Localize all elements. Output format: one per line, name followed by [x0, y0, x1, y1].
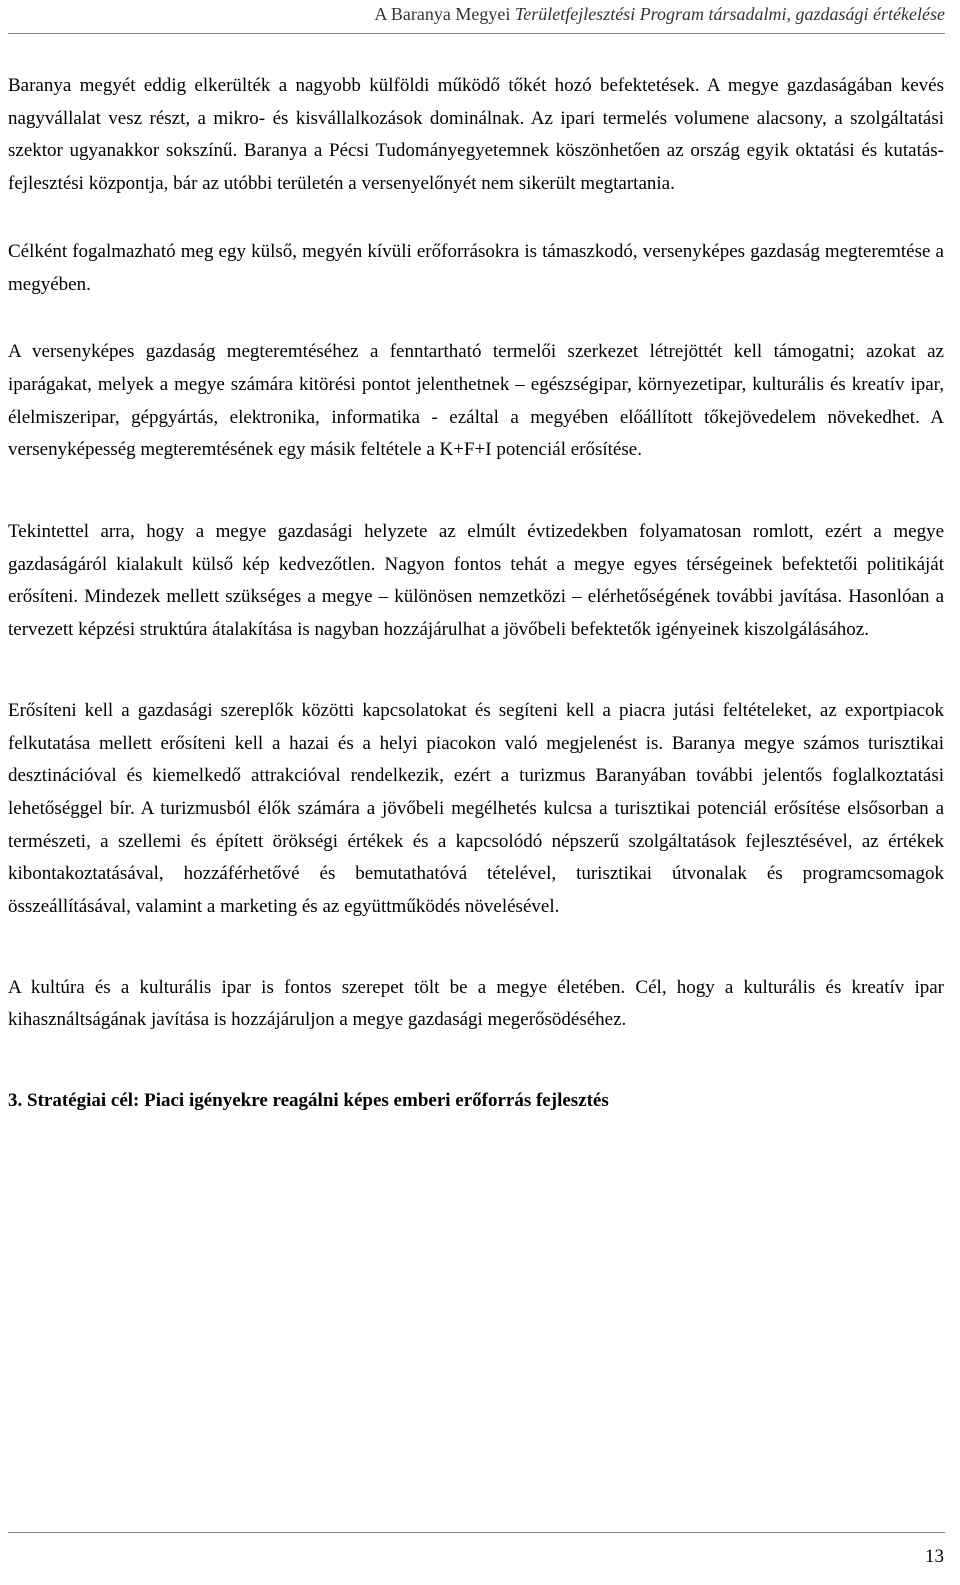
- running-header: [0, 3, 945, 25]
- footer-divider: [8, 1532, 945, 1533]
- paragraph-economy-overview: Baranya megyét eddig elkerülték a nagyobb külföldi működő tőkét hozó befektetések. A megye gazdaságában kevés nagyvállalat vesz részt, a mikro- és kisvállalkozások dominálnak. Az ipari termelés volumene alacsony, a szolgáltatási szektor ugyanakkor sokszínű. Baranya a Pécsi Tudományegyetemnek köszönhetően az ország egyik oktatási és kutatás-fejlesztési központja, bár az utóbbi területén a versenyelőnyét nem sikerült megtartania.: [8, 75, 944, 195]
- running-header-title: Területfejlesztési Program társadalmi, gazdasági értékelése: [514, 4, 945, 24]
- paragraph-competitiveness: A versenyképes gazdaság megteremtéséhez a fenntartható termelői szerkezet létrejöttét kell támogatni; azokat az iparágakat, melyek a megye számára kitörési pontot jelenthetnek – egészségipar, környezetipar, kulturális és kreatív ipar, élelmiszeripar, gépgyártás, elektronika, informatika - ezáltal a megyében előállított tőkejövedelem növekedhet. A versenyképesség megteremtésének egy másik feltétele a K+F+I potenciál erősítése.: [8, 341, 944, 461]
- header-divider: [8, 33, 945, 34]
- running-header-prefix: A Baranya Megyei: [374, 4, 515, 24]
- page-body: [8, 70, 944, 1118]
- paragraph-culture: A kultúra és a kulturális ipar is fontos szerepet tölt be a megye életében. Cél, hogy a kulturális és kreatív ipar kihasználtságának javítása is hozzájáruljon a megye gazdasági megerősödéséhez.: [8, 976, 944, 1031]
- paragraph-tourism: Erősíteni kell a gazdasági szereplők közötti kapcsolatokat és segíteni kell a piacra jutási feltételeket, az exportpiacok felkutatása mellett erősíteni kell a hazai és a helyi piacokon való megjelenést is. Baranya megye számos turisztikai desztinációval és kiemelkedő attrakcióval rendelkezik, ezért a turizmus Baranyában további jelentős foglalkoztatási lehetőséggel bír. A turizmusból élők számára a jövőbeli megélhetés kulcsa a turisztikai potenciál erősítése elsősorban a természeti, a szellemi és épített örökségi értékek és a kapcsolódó népszerű szolgáltatások fejlesztésével, az értékek kibontakoztatásával, hozzáférhetővé és bemutathatóvá tételével, turisztikai útvonalak és programcsomagok összeállításával, valamint a marketing és az együttműködés növelésével.: [8, 699, 944, 918]
- page-number: 13: [925, 1546, 944, 1567]
- paragraph-investment-image: Tekintettel arra, hogy a megye gazdasági helyzete az elmúlt évtizedekben folyamatosan romlott, ezért a megye gazdaságáról kialakult külső kép kedvezőtlen. Nagyon fontos tehát a megye egyes térségeinek befektetői politikáját erősíteni. Mindezek mellett szükséges a megye – különösen nemzetközi – elérhetőségének további javítása. Hasonlóan a tervezett képzési struktúra átalakítása is nagyban hozzájárulhat a jövőbeli befektetők igényeinek kiszolgálásához.: [8, 521, 944, 641]
- section-heading: 3. Stratégiai cél: Piaci igényekre reagálni képes emberi erőforrás fejlesztés: [8, 1090, 609, 1112]
- paragraph-goal: Célként fogalmazható meg egy külső, megyén kívüli erőforrásokra is támaszkodó, versenyképes gazdaság megteremtése a megyében.: [8, 240, 944, 295]
